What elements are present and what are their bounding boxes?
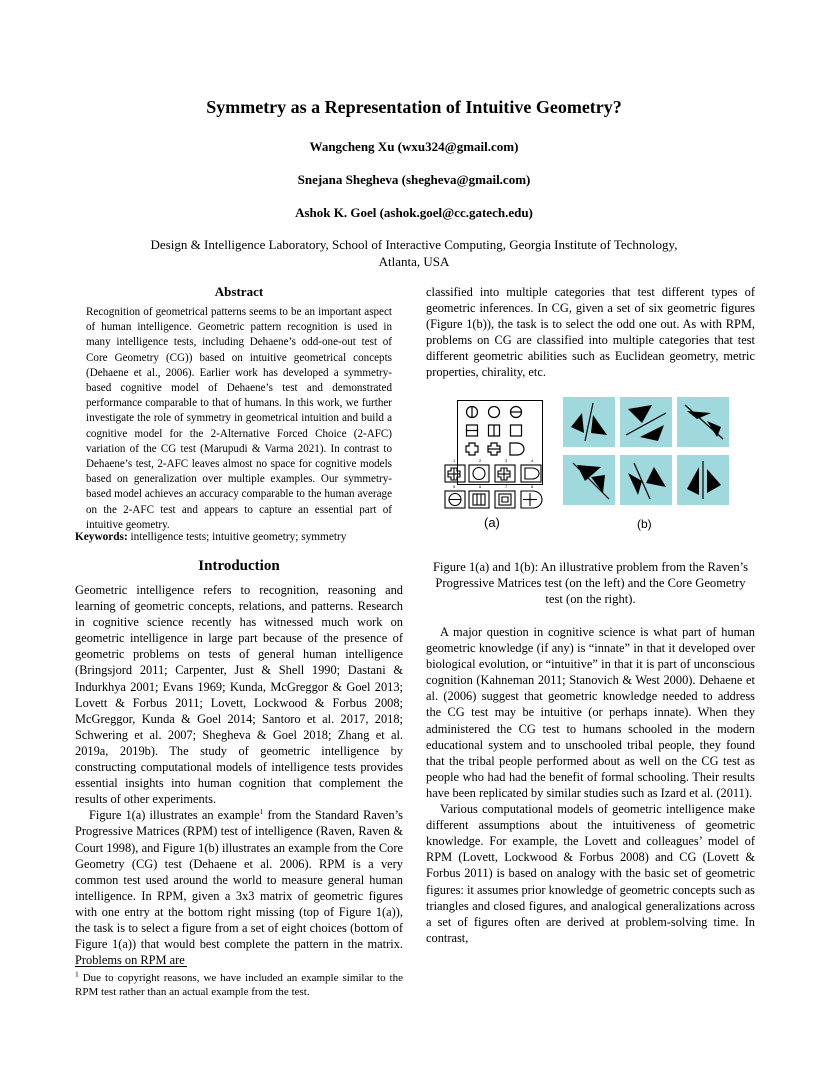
keywords-text: intelligence tests; intuitive geometry; symmetry xyxy=(130,531,347,543)
intro-paragraph-2-rest: from the Standard Raven’s Progressive Matrices (RPM) test of intelligence (Raven, Raven & Court 1998), and Figure 1(b) illustrates an example from the Core Geometry (CG) test (Dehaene et al. 2006). RPM is a very common test used around the world to measure general human intelligence. In RPM, given a 3x3 matrix of geometric figures with one entry at the bottom right missing (top of Figure 1(a)), the task is to select a figure from a set of eight choices (bottom of Figure 1(a)) that would best complete the pattern in the matrix. Problems on RPM are xyxy=(75,808,404,968)
introduction-heading: Introduction xyxy=(198,558,280,574)
intro-paragraph-1: Geometric intelligence refers to recognition, reasoning and learning of geometric concepts, relations, and patterns. Research in cognitive science recently has witnessed much work on geometric intelligence in large part because of the presence of geometric problems on tests of general human intelligence (Bringsjord 2011; Carpenter, Just & Shell 1990; Dastani & Indurkhya 2001; Evans 1969; Kunda, McGreggor & Goel 2013; Lovett & Forbus 2011; Lovett, Lockwood & Forbus 2008; McGreggor, Kunda & Goel 2014; Santoro et al. 2017, 2018; Schwering et al. 2007; Shegheva & Goel 2018; Zhang et al. 2019a, 2019b). The study of geometric intelligence by constructing computational models of intelligence tests provides essential insights into human cognition that complement the results of other experiments. xyxy=(75,583,403,807)
abstract-paragraph: Recognition of geometrical patterns seems to be an important aspect of human intelligence. Geometric pattern recognition is used in many intelligence tests, including Dehaene’s odd-one-out test of Core Geometry (CG)) based on intuitive geometrical concepts (Dehaene et al., 2006). Earlier work has developed a symmetry-based cognitive model of Dehaene’s test and demonstrated performance comparable to that of humans. In this work, we further investigate the role of symmetry in geometrical intuition and build a cognitive model for the 2-Alternative Forced Choice (2-AFC) variation of the CG test (Marupudi & Varma 2021). In contrast to Dehaene’s test, 2-AFC leaves almost no space for cognitive models based on generalization over multiple examples. Our symmetry-based model achieves an accuracy comparable to the human average on the 2-AFC test and appears to capture an essential part of intuitive geometry. xyxy=(86,306,392,531)
figure-1a-label: (a) xyxy=(484,515,500,530)
cg-tile-3 xyxy=(677,397,729,447)
footnote-rule xyxy=(75,966,187,967)
right-column-bottom xyxy=(426,624,755,946)
figure-1-caption: Figure 1(a) and 1(b): An illustrative problem from the Raven’s Progressive Matrices test (on the left) and the Core Geometry test (on the right). xyxy=(432,560,749,607)
footnote-marker: 1 xyxy=(75,969,79,979)
cg-tile-4 xyxy=(563,455,615,505)
cg-figure-3 xyxy=(677,397,729,447)
cg-figure-6 xyxy=(677,455,729,505)
rpm-options-drawing xyxy=(443,458,546,514)
cg-figure-4 xyxy=(563,455,615,505)
affiliation xyxy=(100,236,728,270)
right-column-top xyxy=(426,284,755,381)
intro-paragraph-2 xyxy=(75,807,403,968)
option-number-2: 2 xyxy=(479,458,482,463)
footnote-ref[interactable]: 1 xyxy=(259,807,264,817)
affiliation-line-1: Design & Intelligence Laboratory, School of Interactive Computing, Georgia Institute of Technology, xyxy=(150,237,678,252)
abstract-heading: Abstract xyxy=(214,284,264,299)
cg-figure-5 xyxy=(620,455,672,505)
figure-1a-options xyxy=(443,458,546,514)
footnote-text: Due to copyright reasons, we have included an example similar to the RPM test rather than an actual example from the test. xyxy=(75,972,403,998)
cg-tile-5 xyxy=(620,455,672,505)
figure-1b-label: (b) xyxy=(637,517,652,531)
cg-tile-2 xyxy=(620,397,672,447)
author-1: Wangcheng Xu (wxu324@gmail.com) xyxy=(309,139,519,154)
option-number-1: 1 xyxy=(453,458,456,463)
option-number-5: 5 xyxy=(453,484,456,489)
intro-paragraph-2-start: Figure 1(a) illustrates an example xyxy=(89,808,260,823)
left-column-body xyxy=(75,582,403,968)
figure-1b-grid xyxy=(563,397,730,505)
cg-figure-2 xyxy=(620,397,672,447)
intro-paragraph-3: A major question in cognitive science is what part of human geometric knowledge (if any) is “innate” in that it developed over biological evolution, or “intuitive” in that it is part of unconscious cognition (Kahneman 2011; Stanovich & West 2000). Dehaene et al. (2006) suggest that geometric knowledge needed to address the CG test may be intuitive (or perhaps innate). When they administered the CG test to humans schooled in the modern educational system and to unschooled tribal people, they found that the tribal people performed about as well on the CG test as people who had had the benefit of formal schooling. Their results have been replicated by similar studies such as Izard et al. (2011). xyxy=(426,625,755,800)
keywords-label: Keywords: xyxy=(75,531,128,543)
option-number-3: 3 xyxy=(505,458,508,463)
intro-paragraph-4: Various computational models of geometric intelligence make different assumptions about the intuitiveness of geometric knowledge. For example, the Lovett and colleagues’ model of RPM (Lovett, Lockwood & Forbus 2008) and CG (Lovett & Forbus 2011) is based on analogy with the basic set of geometric figures: it assumes prior knowledge of geometric concepts such as triangles and closed figures, and analogical generalizations across a set of figures often are derived at problem-solving time. In contrast, xyxy=(426,802,755,945)
option-number-7: 7 xyxy=(505,484,508,489)
option-number-4: 4 xyxy=(531,458,534,463)
affiliation-line-2: Atlanta, USA xyxy=(378,254,450,269)
footnote xyxy=(75,971,403,999)
option-number-6: 6 xyxy=(479,484,482,489)
cg-tile-6 xyxy=(677,455,729,505)
intro-paragraph-2-continued: classified into multiple categories that test different types of geometric inferences. In CG, given a set of six geometric figures (Figure 1(b)), the task is to select the odd one out. As with RPM, problems on CG are classified into multiple categories that test different geometric abilities such as Euclidean geometry, metric properties, chirality, etc. xyxy=(426,285,755,380)
keywords xyxy=(75,530,403,545)
author-2: Snejana Shegheva (shegheva@gmail.com) xyxy=(297,172,531,187)
paper-title: Symmetry as a Representation of Intuitive Geometry? xyxy=(206,97,622,117)
option-number-8: 8 xyxy=(531,484,534,489)
cg-tile-1 xyxy=(563,397,615,447)
author-3: Ashok K. Goel (ashok.goel@cc.gatech.edu) xyxy=(295,205,533,220)
abstract-text xyxy=(86,305,392,533)
cg-figure-1 xyxy=(563,397,615,447)
